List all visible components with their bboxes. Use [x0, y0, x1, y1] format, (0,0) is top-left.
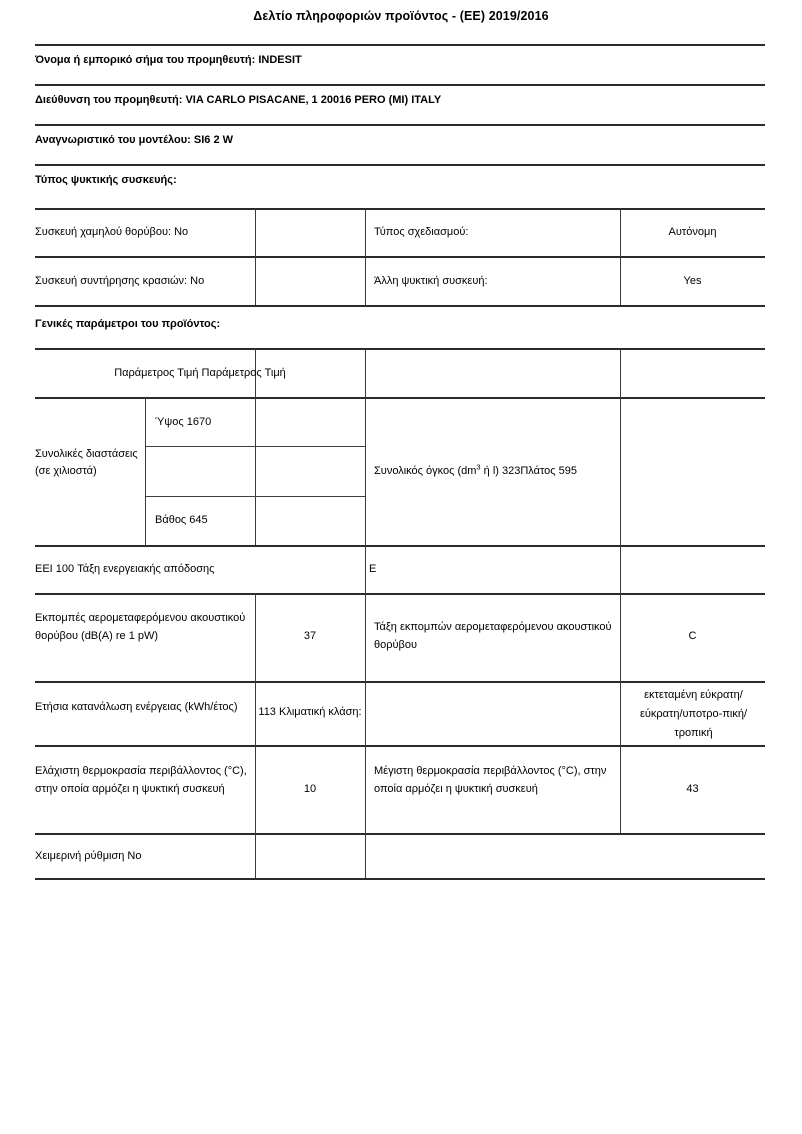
- total-volume-superscript: 3: [476, 462, 481, 472]
- airborne-noise-value: 37: [303, 630, 317, 642]
- total-volume-text-pre: Συνολικός όγκος (dm: [374, 465, 477, 477]
- dimensions-col-sep-a: [145, 397, 146, 545]
- noise-col-sep-b: [365, 593, 366, 681]
- eei-energy-class-value: E: [369, 563, 377, 575]
- design-type-value: Αυτόνομη: [668, 226, 717, 238]
- total-volume-text-post: ή l) 323Πλάτος 595: [480, 465, 577, 477]
- max-ambient-temperature-label: Μέγιστη θερμοκρασία περιβάλλοντος (°C), στην οποία αρμόζει η ψυκτική συσκευή: [374, 765, 607, 795]
- other-refrigerating-appliance-label: Άλλη ψυκτική συσκευή:: [374, 275, 488, 287]
- appliance-table-bottom-rule: [35, 305, 765, 307]
- params-col-sep-2-header: [365, 348, 366, 397]
- airborne-noise-label: Εκπομπές αερομεταφερόμενου ακουστικού θορύβου (dB(A) re 1 pW): [35, 612, 246, 642]
- dimension-height: Ύψος 1670: [155, 416, 212, 428]
- model-label: Αναγνωριστικό του μοντέλου:: [35, 134, 191, 146]
- params-rule-top: [35, 348, 765, 350]
- winter-col-sep-a: [255, 833, 256, 878]
- appliance-col-sep-1: [255, 208, 256, 305]
- annual-energy-value-and-climate-label: 113 Κλιματική κλάση:: [258, 706, 362, 718]
- params-header-row: Παράμετρος Τιμή Παράμετρος Τιμή: [114, 367, 286, 379]
- params-rule-after-dimensions: [35, 545, 765, 547]
- airborne-noise-class-label: Τάξη εκπομπών αερομεταφερόμενου ακουστικού θορύβου: [374, 621, 612, 651]
- appliance-table-top-rule: [35, 208, 765, 210]
- winter-col-sep-b: [365, 833, 366, 878]
- params-rule-after-temperature: [35, 833, 765, 835]
- wine-storage-appliance-label: Συσκευή συντήρησης κρασιών: No: [35, 275, 205, 287]
- params-rule-bottom: [35, 878, 765, 880]
- supplier-address-value: VIA CARLO PISACANE, 1 20016 PERO (MI) ITALY: [185, 94, 442, 106]
- appliance-type-heading: Τύπος ψυκτικής συσκευής:: [35, 174, 177, 186]
- eei-col-sep-d: [620, 545, 621, 593]
- page-title: Δελτίο πληροφοριών προϊόντος - (ΕΕ) 2019/2016: [253, 9, 549, 23]
- low-noise-appliance-label: Συσκευή χαμηλού θορύβου: No: [35, 226, 189, 238]
- divider-supplier-address: [35, 124, 765, 126]
- model-value: SI6 2 W: [193, 134, 234, 146]
- params-rule-after-energy: [35, 745, 765, 747]
- model-identifier-row: [35, 134, 233, 146]
- eei-label: EEI 100 Τάξη ενεργειακής απόδοσης: [35, 563, 215, 575]
- max-ambient-temperature-value: 43: [686, 783, 699, 795]
- overall-dimensions-label: Συνολικές διαστάσεις (σε χιλιοστά): [35, 448, 138, 477]
- climate-class-value: εκτεταμένη εύκρατη/ εύκρατη/υποτρο-πική/ τροπική: [639, 689, 748, 739]
- supplier-name-value: INDESIT: [258, 54, 302, 66]
- winter-setting-label: Χειμερινή ρύθμιση No: [35, 850, 142, 862]
- energy-col-sep-c: [620, 681, 621, 745]
- temperature-col-sep-b: [365, 745, 366, 833]
- supplier-name-label: Όνομα ή εμπορικό σήμα του προμηθευτή:: [35, 54, 256, 66]
- general-parameters-heading: Γενικές παράμετροι του προϊόντος:: [35, 318, 221, 330]
- params-rule-after-noise: [35, 681, 765, 683]
- annual-energy-label: Ετήσια κατανάλωση ενέργειας (kWh/έτος): [35, 701, 238, 713]
- min-ambient-temperature-value: 10: [303, 783, 317, 795]
- dimensions-col-sep-c: [365, 397, 366, 545]
- design-type-label: Τύπος σχεδιασμού:: [374, 226, 469, 238]
- dimension-depth: Βάθος 645: [155, 514, 208, 526]
- divider-supplier-name: [35, 84, 765, 86]
- appliance-col-sep-3: [620, 208, 621, 305]
- appliance-table-mid-rule: [35, 256, 765, 258]
- dimensions-col-sep-b: [255, 397, 256, 545]
- total-volume-text: [374, 463, 734, 479]
- supplier-address-label: Διεύθυνση του προμηθευτή:: [35, 94, 183, 106]
- appliance-col-sep-2: [365, 208, 366, 305]
- params-col-sep-3-header: [620, 348, 621, 397]
- params-rule-after-eei: [35, 593, 765, 595]
- min-ambient-temperature-label: Ελάχιστη θερμοκρασία περιβάλλοντος (°C), στην οποία αρμόζει η ψυκτική συσκευή: [35, 765, 247, 795]
- airborne-noise-class-value: C: [688, 630, 697, 642]
- divider-model: [35, 164, 765, 166]
- other-refrigerating-appliance-value: Yes: [683, 275, 702, 287]
- divider-top: [35, 44, 765, 46]
- supplier-address-row: [35, 94, 441, 106]
- supplier-name-row: [35, 54, 302, 66]
- energy-col-sep-b: [365, 681, 366, 745]
